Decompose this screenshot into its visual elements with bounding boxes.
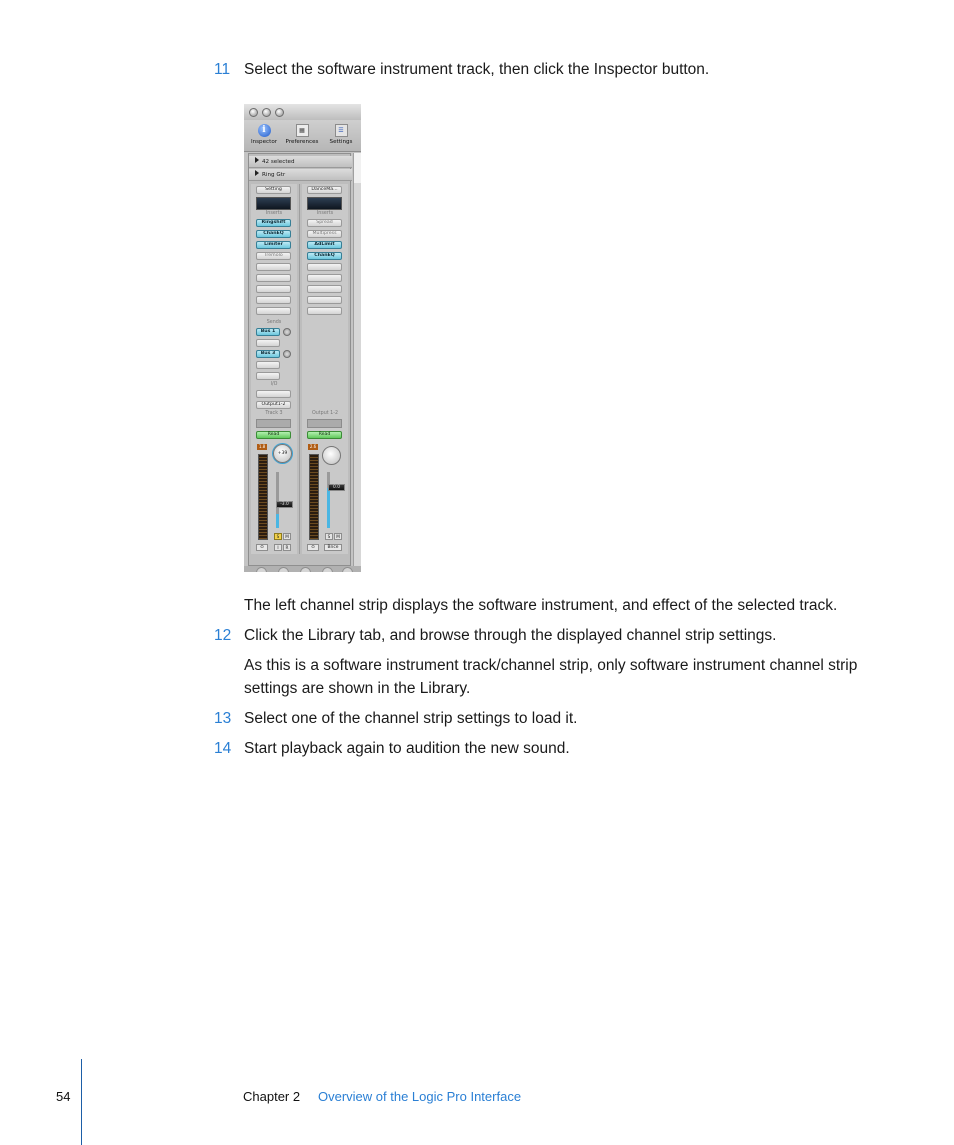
preferences-button[interactable] — [285, 122, 319, 145]
insert-slot-3[interactable]: AdLimit — [307, 241, 342, 249]
solo-button[interactable]: S — [274, 533, 282, 540]
disclosure-triangle-icon — [255, 157, 259, 163]
track-disclosure[interactable] — [249, 169, 352, 181]
insert-slot-1[interactable]: Ringshift — [256, 219, 291, 227]
left-level-meter — [258, 454, 268, 540]
inspector-panel — [248, 153, 351, 566]
insert-slot-empty[interactable] — [256, 285, 291, 293]
left-volume-fader[interactable] — [276, 472, 279, 528]
track-name-label: Track 3 — [265, 411, 283, 416]
peak-display: 1.8 — [258, 444, 266, 449]
setting-button[interactable]: Setting — [256, 186, 291, 194]
selection-label: 42 selected — [262, 159, 295, 165]
inserts-label: Inserts — [265, 211, 283, 216]
insert-slot-4[interactable]: ChanEQ — [307, 252, 342, 260]
setting-button[interactable]: DanceMa... — [307, 186, 342, 194]
send-slot-empty[interactable] — [256, 361, 280, 369]
preferences-label: Preferences — [285, 139, 319, 145]
step-number: 12 — [214, 627, 232, 644]
insert-slot-1[interactable]: Spread — [307, 219, 342, 227]
input-monitor-button[interactable]: I — [274, 544, 282, 551]
solo-button[interactable]: S — [325, 533, 333, 540]
inspector-label: Inspector — [250, 139, 278, 145]
insert-slot-empty[interactable] — [256, 274, 291, 282]
settings-label: Settings — [329, 139, 353, 145]
send-level-knob[interactable] — [283, 350, 291, 358]
insert-slot-empty[interactable] — [307, 263, 342, 271]
window-titlebar — [244, 104, 361, 120]
mute-button[interactable]: M — [334, 533, 342, 540]
strip-divider — [299, 184, 300, 554]
info-icon: i — [258, 124, 271, 137]
arrange-edge — [353, 153, 361, 572]
io-label: I/O — [270, 382, 278, 387]
instrument-display — [307, 197, 342, 210]
insert-slot-empty[interactable] — [307, 307, 342, 315]
send-slot-empty[interactable] — [256, 339, 280, 347]
automation-mode-button[interactable]: Read — [256, 431, 291, 439]
inserts-label: Inserts — [316, 211, 334, 216]
record-enable-button[interactable]: R — [283, 544, 291, 551]
peak-display: 2.6 — [309, 444, 317, 449]
footer-rule — [81, 1059, 82, 1145]
minimize-icon[interactable] — [262, 108, 271, 117]
window-toolbar — [244, 120, 361, 152]
close-icon[interactable] — [249, 108, 258, 117]
zoom-icon[interactable] — [275, 108, 284, 117]
pan-knob[interactable]: +39 — [273, 444, 292, 463]
step-number: 14 — [214, 740, 232, 757]
transport-icon[interactable] — [256, 567, 267, 572]
track-label: Ring Gtr — [262, 172, 286, 178]
page-number: 54 — [56, 1089, 71, 1104]
transport-icon[interactable] — [322, 567, 333, 572]
settings-icon: ☰ — [335, 124, 348, 137]
send-slot-1[interactable]: Bus 1 — [256, 328, 280, 336]
preferences-icon: ▦ — [296, 124, 309, 137]
sends-label: Sends — [266, 320, 282, 325]
group-slot[interactable] — [307, 419, 342, 428]
group-slot[interactable] — [256, 419, 291, 428]
insert-slot-empty[interactable] — [256, 307, 291, 315]
disclosure-triangle-icon — [255, 170, 259, 176]
step-text: Select one of the channel strip settings to load it. — [244, 710, 578, 727]
link-icon[interactable]: ⊙ — [256, 544, 268, 551]
inspector-screenshot — [244, 104, 361, 572]
link-icon[interactable]: ⊙ — [307, 544, 319, 551]
instrument-display — [256, 197, 291, 210]
step-number: 11 — [214, 61, 231, 78]
library-note: As this is a software instrument track/channel strip, only software instrument channel strip settings are shown in the Library. — [244, 657, 858, 697]
output-name-label: Output 1-2 — [311, 411, 339, 416]
insert-slot-3[interactable]: Limiter — [256, 241, 291, 249]
insert-slot-4[interactable]: Tremolo — [256, 252, 291, 260]
input-slot[interactable] — [256, 390, 291, 398]
insert-slot-2[interactable]: Multipress — [307, 230, 342, 238]
step-number: 13 — [214, 710, 232, 727]
send-slot-2[interactable]: Bus 3 — [256, 350, 280, 358]
left-volume-readout[interactable]: -3.0 — [276, 501, 293, 508]
step-text: Start playback again to audition the new sound. — [244, 740, 570, 757]
right-volume-readout[interactable]: 0.0 — [328, 484, 345, 491]
settings-button[interactable] — [324, 122, 358, 145]
mute-button[interactable]: M — [283, 533, 291, 540]
right-level-meter — [309, 454, 319, 540]
inspector-button[interactable] — [247, 122, 281, 145]
bounce-button[interactable]: Bnce — [324, 544, 342, 551]
transport-icon[interactable] — [300, 567, 311, 572]
window-bottom-bar — [244, 566, 361, 572]
step-text: Select the software instrument track, then click the Inspector button. — [244, 61, 710, 78]
send-slot-empty[interactable] — [256, 372, 280, 380]
automation-mode-button[interactable]: Read — [307, 431, 342, 439]
insert-slot-empty[interactable] — [307, 285, 342, 293]
insert-slot-empty[interactable] — [307, 296, 342, 304]
chapter-title: Overview of the Logic Pro Interface — [318, 1089, 522, 1104]
step-text: Click the Library tab, and browse through the displayed channel strip settings. — [244, 627, 777, 644]
insert-slot-empty[interactable] — [307, 274, 342, 282]
output-slot[interactable]: Output1-2 — [256, 401, 291, 409]
send-level-knob[interactable] — [283, 328, 291, 336]
figure-description: The left channel strip displays the software instrument, and effect of the selected track. — [244, 597, 838, 614]
transport-icon[interactable] — [278, 567, 289, 572]
balance-knob[interactable] — [322, 446, 341, 465]
insert-slot-2[interactable]: ChanEQ — [256, 230, 291, 238]
insert-slot-empty[interactable] — [256, 263, 291, 271]
right-volume-fader[interactable] — [327, 472, 330, 528]
chapter-label: Chapter 2 — [243, 1089, 301, 1104]
insert-slot-empty[interactable] — [256, 296, 291, 304]
transport-icon[interactable] — [342, 567, 353, 572]
selection-disclosure[interactable] — [249, 156, 352, 168]
